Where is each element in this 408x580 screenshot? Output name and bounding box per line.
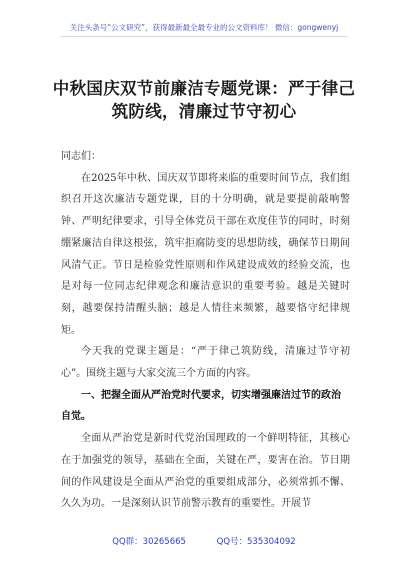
footer-qq-number: QQ号：535304092 [216, 537, 296, 547]
document-title: 中秋国庆双节前廉洁专题党课：严于律己筑防线，清廉过节守初心 [52, 79, 356, 121]
document-body [61, 146, 350, 515]
paragraph-section-1: 全面从严治党是新时代党治国理政的一个鲜明特征，其核心在于加强党的领导，基础在全面，关键在严，要害在治。节日期间的作风建设是全面从严治党的重要组成部分，必须常抓不懈、久久为功。一是深刻认识节前警示教育的重要性。开展节 [61, 433, 350, 510]
paragraph-intro: 在2025年中秋、国庆双节即将来临的重要时间节点，我们组织召开这次廉洁专题党课，目的十分明确，就是要提前敲响警钟、严明纪律要求，引导全体党员干部在欢度佳节的同时，时刻绷紧廉洁自律这根弦，筑牢拒腐防变的思想防线，确保节日期间风清气正。节日是检验党性原则和作风建设成效的经验交流，也是对每一位同志纪律观念和廉洁意识的重要考验。越是关键时刻，越要保持清醒头脑；越是人情往来频繁，越要恪守纪律规矩。 [61, 172, 350, 336]
section-heading-1: 一、把握全面从严治党时代要求，切实增强廉洁过节的政治自觉。 [61, 389, 341, 423]
salutation: 同志们： [61, 151, 101, 162]
paragraph-theme: 今天我的党课主题是：“严于律己筑防线，清廉过节守初心”。围绕主题与大家交流三个方面的内容。 [61, 346, 350, 380]
footer [0, 535, 408, 547]
header-banner: 关注头条号“公文研究”，获得最新最全最专业的公文资料库！ 微信：gongwenyj [69, 23, 339, 32]
header-divider [60, 36, 348, 37]
footer-qq-group: QQ群：30265665 [112, 537, 186, 547]
